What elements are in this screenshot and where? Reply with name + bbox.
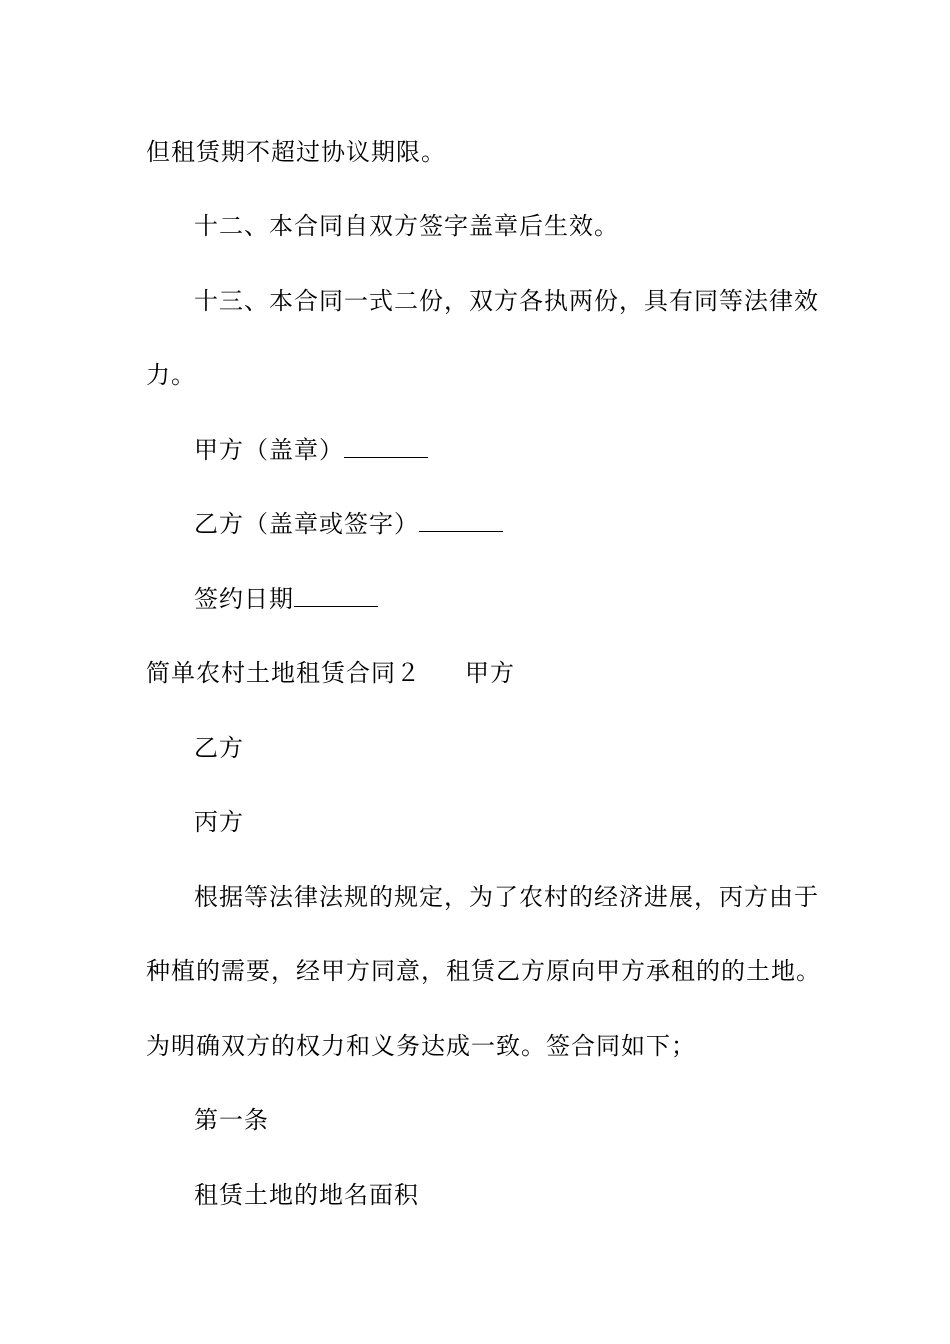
article-1-heading: 第一条 bbox=[194, 1106, 269, 1134]
party-b-heading: 乙方 bbox=[194, 734, 244, 762]
contract-title-line bbox=[146, 657, 515, 689]
party-a-heading: 甲方 bbox=[465, 659, 515, 687]
signing-date-blank[interactable] bbox=[294, 586, 378, 607]
party-a-label: 甲方（盖章） bbox=[194, 436, 344, 464]
party-a-signature bbox=[194, 434, 428, 466]
party-b-signature bbox=[194, 508, 503, 540]
text-line: 力。 bbox=[146, 361, 196, 389]
party-b-label: 乙方（盖章或签字） bbox=[194, 510, 419, 538]
contract-title: 简单农村土地租赁合同２ bbox=[146, 659, 421, 687]
clause-13: 十三、本合同一式二份，双方各执两份，具有同等法律效 bbox=[194, 287, 819, 315]
preamble-line-2: 种植的需要，经甲方同意，租赁乙方原向甲方承租的的土地。 bbox=[146, 957, 821, 985]
party-c-heading: 丙方 bbox=[194, 808, 244, 836]
party-b-blank[interactable] bbox=[419, 511, 503, 532]
preamble-line-3: 为明确双方的权力和义务达成一致。签合同如下； bbox=[146, 1032, 696, 1060]
text-line: 但租赁期不超过协议期限。 bbox=[146, 138, 446, 166]
article-1-text: 租赁土地的地名面积 bbox=[194, 1181, 419, 1209]
party-a-blank[interactable] bbox=[344, 437, 428, 458]
signing-date bbox=[194, 583, 378, 615]
preamble-line-1: 根据等法律法规的规定，为了农村的经济进展，丙方由于 bbox=[194, 883, 819, 911]
clause-12: 十二、本合同自双方签字盖章后生效。 bbox=[194, 212, 619, 240]
signing-date-label: 签约日期 bbox=[194, 585, 294, 613]
